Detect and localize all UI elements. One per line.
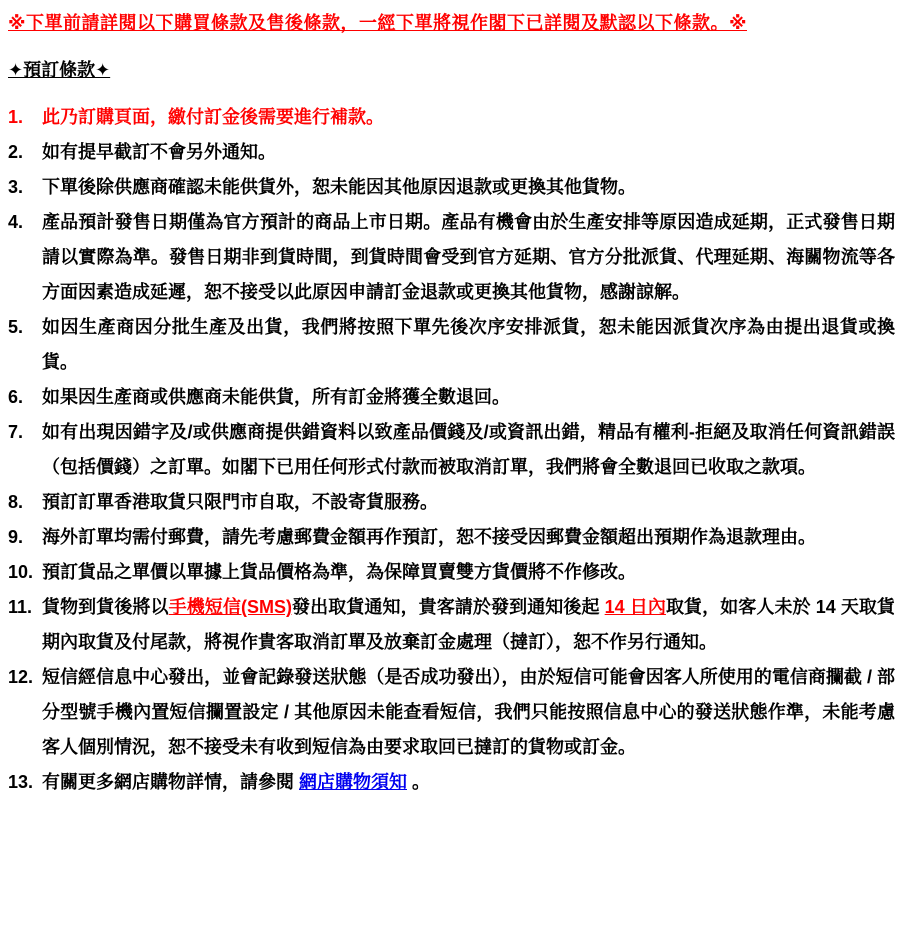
- term-item: [8, 590, 895, 660]
- term-text-segment: 海外訂單均需付郵費，請先考慮郵費金額再作預訂，恕不接受因郵費金額超出預期作為退款理由。: [42, 527, 816, 547]
- term-text: [42, 555, 895, 590]
- term-item: [8, 205, 895, 310]
- shop-guide-link[interactable]: 網店購物須知: [299, 772, 407, 792]
- term-item: [8, 170, 895, 205]
- term-text-segment: 如果因生產商或供應商未能供貨，所有訂金將獲全數退回。: [42, 387, 510, 407]
- term-number: 7.: [8, 422, 24, 442]
- term-text-segment: 如有提早截訂不會另外通知。: [42, 142, 276, 162]
- purchase-notice: ※下單前請詳閱以下購買條款及售後條款，一經下單將視作閣下已詳閱及默認以下條款。※: [8, 13, 747, 33]
- term-text-segment: 。: [407, 772, 431, 792]
- deadline-highlight: 14 日內: [604, 597, 666, 617]
- terms-list: [8, 100, 895, 800]
- term-text: [42, 100, 895, 135]
- term-number: 4.: [8, 212, 24, 232]
- term-number: 2.: [8, 142, 24, 162]
- term-number: 8.: [8, 492, 24, 512]
- term-item: [8, 100, 895, 135]
- term-text: [42, 380, 895, 415]
- term-item: [8, 310, 895, 380]
- term-item: [8, 485, 895, 520]
- term-text: [42, 765, 895, 800]
- term-text: [42, 170, 895, 205]
- term-number: 1.: [8, 107, 24, 127]
- term-item: [8, 660, 895, 765]
- term-text: [42, 310, 895, 380]
- term-number: 3.: [8, 177, 24, 197]
- term-text-segment: 如因生產商因分批生產及出貨，我們將按照下單先後次序安排派貨，恕未能因派貨次序為由提出退貨或換貨。: [42, 317, 895, 372]
- term-text-segment: 下單後除供應商確認未能供貨外，恕未能因其他原因退款或更換其他貨物。: [42, 177, 636, 197]
- sms-highlight: 手機短信(SMS): [168, 597, 292, 617]
- term-text-segment: 預訂訂單香港取貨只限門市自取，不設寄貨服務。: [42, 492, 438, 512]
- term-number: 10.: [8, 562, 34, 582]
- term-number: 11.: [8, 597, 33, 617]
- term-text: [42, 590, 895, 660]
- term-text-segment: 預訂貨品之單價以單據上貨品價格為準，為保障買賣雙方貨價將不作修改。: [42, 562, 636, 582]
- term-text: [42, 205, 895, 310]
- term-item: [8, 380, 895, 415]
- term-item: [8, 415, 895, 485]
- term-text-segment: 如有出現因錯字及/或供應商提供錯資料以致產品價錢及/或資訊出錯，精品有權利-拒絕及取消任何資訊錯誤（包括價錢）之訂單。如閣下已用任何形式付款而被取消訂單，我們將會全數退回已收取之款項。: [42, 422, 895, 477]
- term-item: [8, 520, 895, 555]
- term-text-segment: 產品預計發售日期僅為官方預計的商品上市日期。產品有機會由於生產安排等原因造成延期，正式發售日期請以實際為準。發售日期非到貨時間，到貨時間會受到官方延期、官方分批派貨、代理延期、海關物流等各方面因素造成延遲，恕不接受以此原因申請訂金退款或更換其他貨物，感謝諒解。: [42, 212, 895, 302]
- term-number: 12.: [8, 667, 34, 687]
- term-number: 9.: [8, 527, 24, 547]
- section-title-preorder-terms: ✦預訂條款✦: [8, 60, 111, 80]
- term-number: 5.: [8, 317, 24, 337]
- term-item: [8, 555, 895, 590]
- term-text-segment: 發出取貨通知，貴客請於發到通知後起: [291, 597, 605, 617]
- term-text-segment: 有關更多網店購物詳情，請參閱: [42, 772, 299, 792]
- term-text: [42, 520, 895, 555]
- term-text-segment: 貨物到貨後將以: [42, 597, 169, 617]
- term-text-segment: 此乃訂購頁面，繳付訂金後需要進行補款。: [42, 107, 384, 127]
- term-text: [42, 415, 895, 485]
- term-item: [8, 765, 895, 800]
- term-item: [8, 135, 895, 170]
- term-number: 13.: [8, 772, 34, 792]
- term-text: [42, 660, 895, 765]
- term-number: 6.: [8, 387, 24, 407]
- term-text-segment: 取貨，如客人未於 14 天取貨期內取貨及付尾款，將視作貴客取消訂單及放棄訂金處理（撻訂），恕不作另行通知。: [42, 597, 896, 652]
- term-text-segment: 短信經信息中心發出，並會記錄發送狀態（是否成功發出），由於短信可能會因客人所使用的電信商攔截 / 部分型號手機內置短信攔置設定 / 其他原因未能查看短信，我們只能按照信息中心的發送狀態作準，未能考慮客人個別情況，恕不接受未有收到短信為由要求取回已撻訂的貨物或訂金。: [42, 667, 895, 757]
- term-text: [42, 485, 895, 520]
- term-text: [42, 135, 895, 170]
